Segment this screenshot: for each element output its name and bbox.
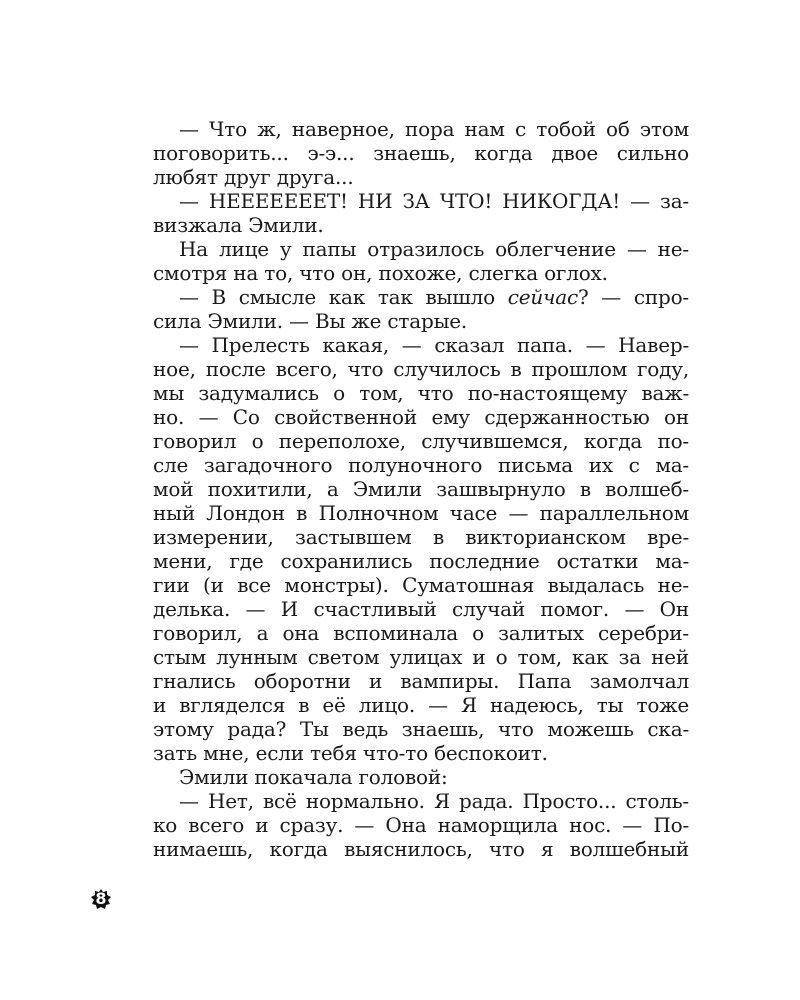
text-line [153, 117, 689, 141]
text-line [153, 309, 689, 333]
text-line-content: измерении, застывшем в викторианском вре- [153, 525, 689, 549]
text-line [153, 405, 689, 429]
text-line [153, 261, 689, 285]
text-line [153, 717, 689, 741]
text-line [153, 837, 689, 861]
text-line-content: любят друг друга... [153, 165, 354, 189]
emphasis-text: сейчас [507, 285, 579, 309]
text-line [153, 573, 689, 597]
text-line [153, 429, 689, 453]
text-line [153, 381, 689, 405]
text-line [153, 333, 689, 357]
text-line [153, 477, 689, 501]
text-line-content: этому рада? Ты ведь знаешь, что можешь ска- [153, 717, 689, 741]
text-line-content: — Прелесть какая, — сказал папа. — Навер- [179, 333, 689, 357]
text-line-content: стым лунным светом улицах и о том, как за ней [153, 645, 689, 669]
text-line [153, 525, 689, 549]
text-line-content: но. — Со свойственной ему сдержанностью он [153, 405, 689, 429]
text-line [153, 165, 689, 189]
text-line-content: ное, после всего, что случилось в прошлом году, [153, 357, 689, 381]
text-line-content: — Что ж, наверное, пора нам с тобой об этом [179, 117, 689, 141]
text-line [153, 189, 689, 213]
text-line-content: зать мне, если тебя что-то беспокоит. [153, 741, 548, 765]
text-line-content: мени, где сохранились последние остатки ма- [153, 549, 689, 573]
text-line-content: поговорить... э-э... знаешь, когда двое сильно [153, 141, 689, 165]
text-line [153, 765, 689, 789]
text-line [153, 237, 689, 261]
text-line [153, 621, 689, 645]
text-line [153, 789, 689, 813]
text-line-content: смотря на то, что он, похоже, слегка оглох. [153, 261, 608, 285]
text-line [153, 357, 689, 381]
page-number: 8 [95, 889, 107, 908]
text-line-content: На лице у папы отразилось облегчение — не- [179, 237, 689, 261]
text-line-content: и вгляделся в её лицо. — Я надеюсь, ты тоже [153, 693, 689, 717]
text-line-content: — В смысле как так вышло [179, 285, 495, 309]
text-line [153, 693, 689, 717]
text-line [153, 549, 689, 573]
text-line [153, 213, 689, 237]
text-line [153, 597, 689, 621]
page-number-badge [90, 888, 112, 910]
text-line-content: ко всего и сразу. — Она наморщила нос. — По- [153, 813, 689, 837]
body-text [153, 117, 689, 861]
text-line [153, 741, 689, 765]
text-line-content: — Нет, всё нормально. Я рада. Просто... столь- [179, 789, 689, 813]
text-line-content: Эмили покачала головой: [179, 765, 448, 789]
text-line [153, 501, 689, 525]
text-line [153, 813, 689, 837]
text-line [153, 669, 689, 693]
text-line [153, 141, 689, 165]
text-line-tail: ? — спро- [578, 285, 689, 309]
text-line [153, 453, 689, 477]
text-line-content: — НЕЕЕЕЕЕЕТ! НИ ЗА ЧТО! НИКОГДА! — за- [179, 189, 689, 213]
text-line-content: нимаешь, когда выяснилось, что я волшебный [153, 837, 689, 861]
text-line-content: ный Лондон в Полночном часе — параллельном [153, 501, 689, 525]
text-line [153, 645, 689, 669]
text-line-content: говорил, а она вспоминала о залитых серебри- [153, 621, 689, 645]
text-line-content: гнались оборотни и вампиры. Папа замолчал [153, 669, 689, 693]
text-line-content: делька. — И счастливый случай помог. — Он [153, 597, 689, 621]
text-line [153, 285, 689, 309]
text-line-content: сле загадочного полуночного письма их с ма- [153, 453, 689, 477]
text-line-content: говорил о переполохе, случившемся, когда по- [153, 429, 689, 453]
text-line-content: мой похитили, а Эмили зашвырнуло в волшеб- [153, 477, 689, 501]
text-line-content: сила Эмили. — Вы же старые. [153, 309, 468, 333]
text-line-content: мы задумались о том, что по-настоящему важ- [153, 381, 689, 405]
text-line-content: визжала Эмили. [153, 213, 324, 237]
text-line-content: гии (и все монстры). Суматошная выдалась не- [153, 573, 689, 597]
